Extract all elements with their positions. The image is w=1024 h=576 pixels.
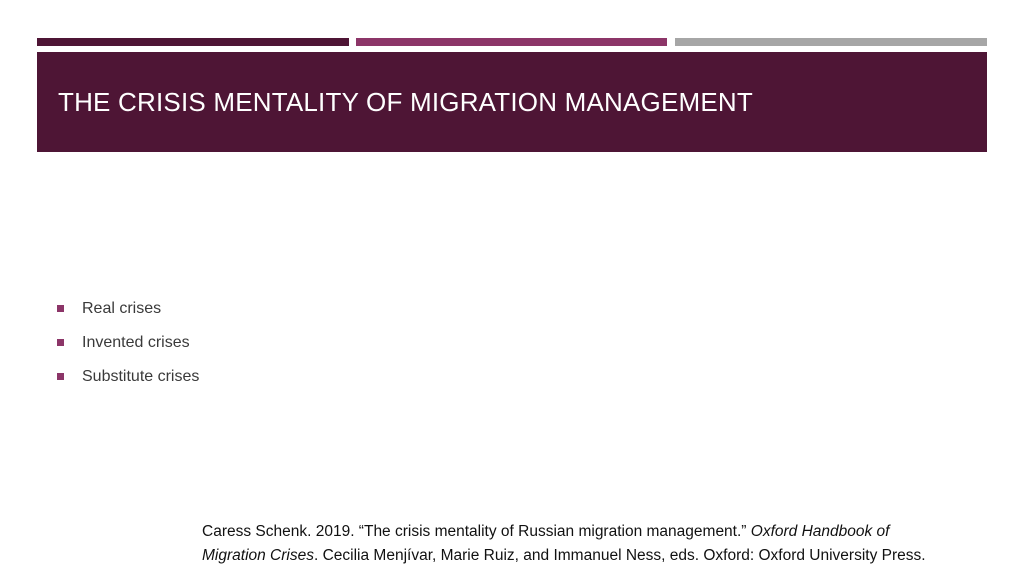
bullet-list	[57, 292, 199, 394]
accent-bar-dark	[37, 38, 349, 46]
bullet-item	[57, 360, 199, 394]
accent-bar-gray	[675, 38, 987, 46]
title-band	[37, 52, 987, 152]
bullet-text: Substitute crises	[82, 368, 200, 385]
square-bullet-icon	[57, 305, 64, 312]
citation	[202, 520, 1012, 568]
square-bullet-icon	[57, 373, 64, 380]
citation-journal-title: Oxford Handbook of	[750, 523, 890, 540]
citation-text: Caress Schenk. 2019. “The crisis mentality of Russian migration management.”	[202, 523, 751, 540]
bullet-text: Real crises	[82, 300, 162, 317]
citation-line-1	[202, 520, 1012, 544]
bullet-item	[57, 326, 199, 360]
citation-line-2	[202, 544, 1012, 568]
citation-text: . Cecilia Menjívar, Marie Ruiz, and Immanuel Ness, eds. Oxford: Oxford University Press.	[313, 547, 926, 564]
slide-title: THE CRISIS MENTALITY OF MIGRATION MANAGEMENT	[58, 86, 753, 117]
square-bullet-icon	[57, 339, 64, 346]
bullet-text: Invented crises	[82, 334, 190, 351]
citation-journal-title: Migration Crises	[202, 547, 314, 564]
accent-bar-magenta	[356, 38, 667, 46]
bullet-item	[57, 292, 199, 326]
